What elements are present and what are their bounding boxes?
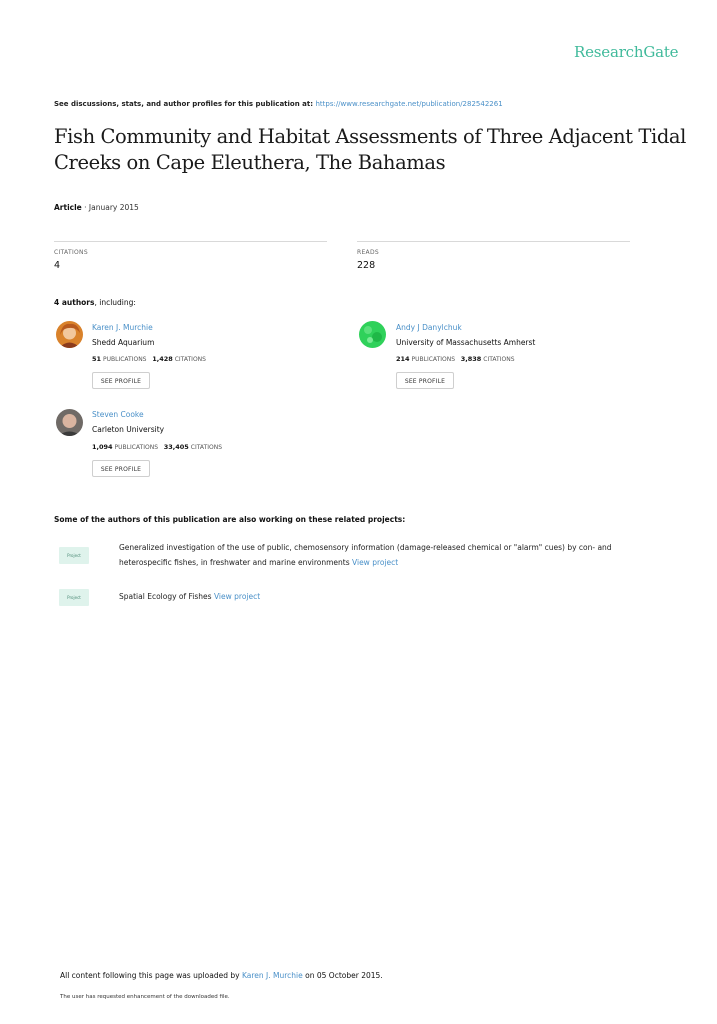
reads-value: 228	[357, 260, 376, 271]
publications-label: PUBLICATIONS	[411, 356, 456, 363]
author-stats	[396, 355, 515, 363]
project-title: Generalized investigation of the use of public, chemosensory information (damage-released chemical or "alarm" cues) by con- and heterospecific fishes, in freshwater and marine environments	[119, 543, 612, 567]
reads-label: READS	[357, 249, 379, 256]
citations-count: 1,428	[152, 355, 173, 363]
publication-link[interactable]: https://www.researchgate.net/publication/282542261	[315, 100, 503, 108]
author-institution: Shedd Aquarium	[92, 338, 155, 347]
see-profile-button[interactable]: SEE PROFILE	[396, 372, 454, 389]
upload-suffix: on 05 October 2015.	[305, 971, 383, 980]
author-stats	[92, 355, 206, 363]
intro-text: See discussions, stats, and author profiles for this publication at:	[54, 100, 314, 108]
project-badge[interactable]: Project	[59, 547, 89, 564]
publication-title: Fish Community and Habitat Assessments of Three Adjacent Tidal Creeks on Cape Eleuthera, The Bahamas	[54, 125, 686, 174]
publications-count: 214	[396, 355, 410, 363]
author-institution: University of Massachusetts Amherst	[396, 338, 536, 347]
publication-date: · January 2015	[84, 203, 139, 212]
intro-line	[54, 100, 503, 108]
avatar[interactable]	[56, 321, 83, 348]
citations-label: CITATIONS	[174, 356, 206, 363]
see-profile-button[interactable]: SEE PROFILE	[92, 460, 150, 477]
divider	[54, 241, 327, 242]
authors-heading	[54, 298, 136, 307]
project-badge[interactable]: Project	[59, 589, 89, 606]
citations-label: CITATIONS	[483, 356, 515, 363]
publication-meta	[54, 203, 139, 212]
publications-count: 51	[92, 355, 102, 363]
author-photo-icon	[359, 321, 386, 348]
publications-count: 1,094	[92, 443, 113, 451]
citations-count: 3,838	[460, 355, 482, 363]
authors-suffix: , including:	[94, 298, 136, 307]
author-name[interactable]: Andy J Danylchuk	[396, 323, 462, 332]
citations-label: CITATIONS	[54, 249, 88, 256]
project-title: Spatial Ecology of Fishes	[119, 592, 212, 601]
publications-label: PUBLICATIONS	[114, 444, 159, 451]
project-description	[119, 589, 639, 604]
uploader-link[interactable]: Karen J. Murchie	[241, 971, 303, 980]
author-name[interactable]: Steven Cooke	[92, 410, 144, 419]
project-description	[119, 540, 639, 570]
enhancement-note: The user has requested enhancement of the downloaded file.	[60, 994, 230, 1000]
researchgate-logo[interactable]: ResearchGate	[574, 43, 679, 61]
view-project-link[interactable]: View project	[213, 592, 261, 601]
avatar[interactable]	[56, 409, 83, 436]
publications-label: PUBLICATIONS	[102, 356, 147, 363]
view-project-link[interactable]: View project	[352, 558, 399, 567]
avatar[interactable]	[359, 321, 386, 348]
divider	[357, 241, 630, 242]
citations-value: 4	[54, 260, 61, 271]
citations-label: CITATIONS	[190, 444, 223, 451]
author-photo-icon	[56, 409, 83, 436]
author-name[interactable]: Karen J. Murchie	[92, 323, 153, 332]
projects-heading: Some of the authors of this publication are also working on these related projects:	[54, 515, 406, 524]
publication-type: Article	[54, 203, 82, 212]
authors-count: 4 authors	[54, 298, 95, 307]
author-stats	[92, 443, 222, 451]
citations-count: 33,405	[163, 443, 189, 451]
upload-notice	[60, 971, 383, 980]
author-institution: Carleton University	[92, 425, 165, 434]
author-photo-icon	[56, 321, 83, 348]
upload-prefix: All content following this page was uploaded by	[60, 971, 240, 980]
see-profile-button[interactable]: SEE PROFILE	[92, 372, 150, 389]
